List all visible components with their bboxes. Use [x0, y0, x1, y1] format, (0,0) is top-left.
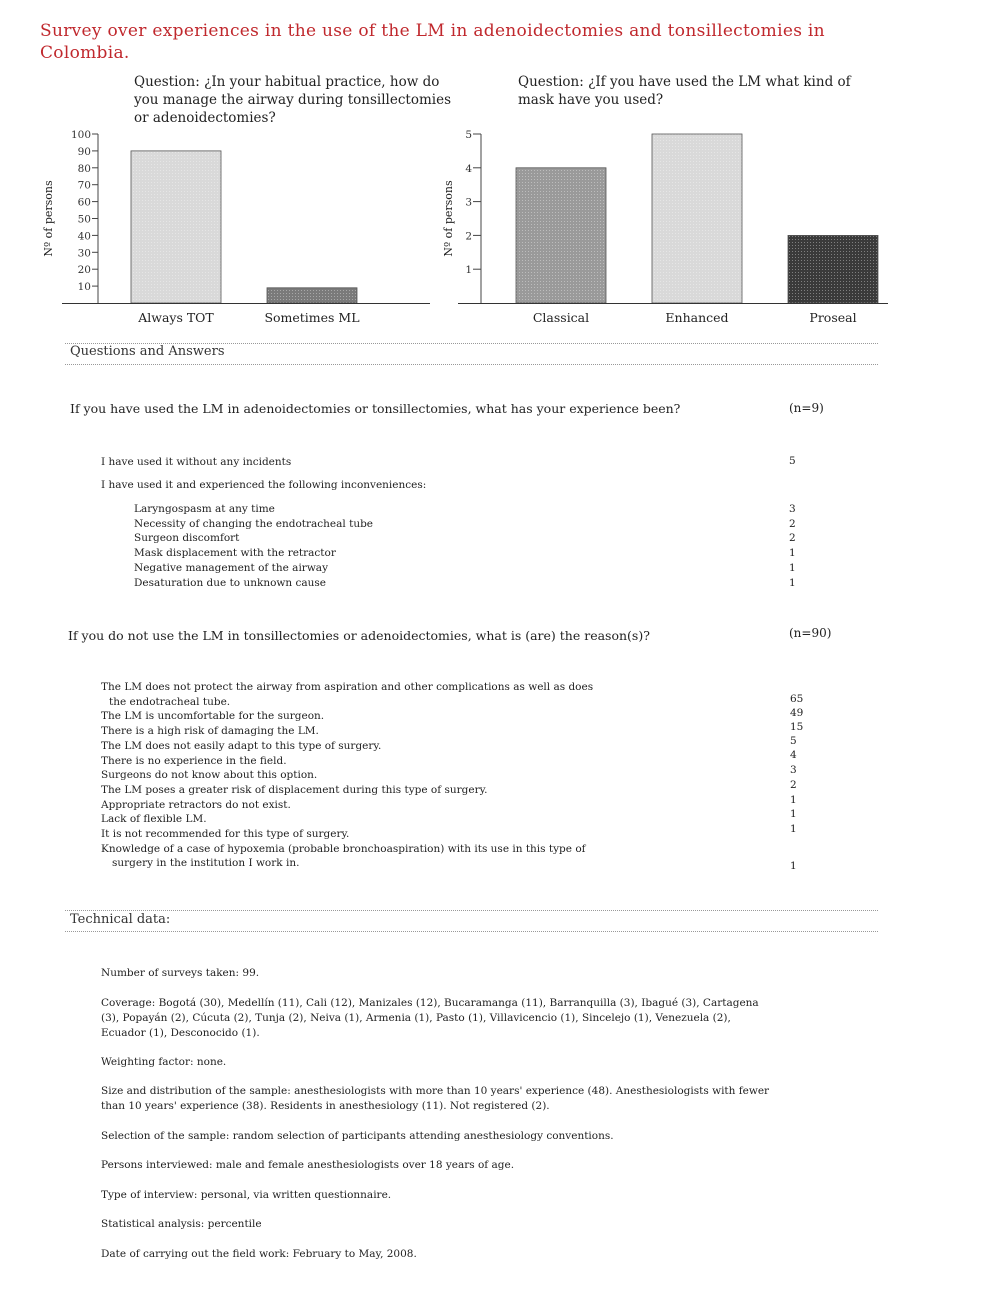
x-tick-label: Enhanced — [665, 310, 729, 325]
y-tick-label: 80 — [77, 162, 91, 175]
y-tick-label: 60 — [77, 196, 91, 209]
y-tick-label: 100 — [70, 129, 91, 141]
chart2-question: Question: ¿If you have used the LM what kind of mask have you used? — [518, 74, 851, 108]
list-item: The LM does not protect the airway from aspiration and other complications as well as does — [101, 681, 594, 693]
y-axis-label: Nº of persons — [42, 180, 55, 257]
divider — [65, 910, 878, 911]
list-value: 1 — [789, 547, 796, 560]
q2-question: If you do not use the LM in tonsillectomies or adenoidectomies, what is (are) the reason(s)? — [68, 628, 650, 643]
list-item: Lack of flexible LM. — [101, 813, 207, 826]
list-value: 4 — [790, 749, 797, 762]
y-tick-label: 5 — [465, 129, 472, 141]
chart2-mask-type — [438, 125, 890, 335]
page-title: Survey over experiences in the use of the LM in adenoidectomies and tonsillectomies in Colombia. — [40, 21, 825, 63]
list-value: 3 — [790, 764, 797, 777]
bar — [652, 134, 742, 303]
divider — [65, 364, 878, 365]
q1-question: If you have used the LM in adenoidectomies or tonsillectomies, what has your experience been? — [70, 401, 681, 416]
list-item: There is a high risk of damaging the LM. — [101, 725, 319, 738]
list-item: Laryngospasm at any time — [134, 503, 275, 515]
q1-sub-list — [134, 502, 373, 590]
list-item-continued: the endotracheal tube. — [109, 695, 231, 708]
x-tick-label: Sometimes ML — [264, 310, 360, 325]
y-tick-label: 70 — [77, 179, 91, 192]
list-value: 2 — [790, 778, 797, 791]
q1-sub-values — [789, 502, 796, 590]
y-tick-label: 30 — [77, 247, 91, 260]
y-tick-label: 3 — [465, 196, 472, 209]
list-value: 1 — [790, 808, 797, 821]
divider — [65, 931, 878, 932]
y-tick-label: 90 — [77, 145, 91, 158]
chart1-question: Question: ¿In your habitual practice, how do you manage the airway during tonsillectomies or adenoidectomies? — [134, 74, 451, 126]
tech-item: Weighting factor: none. — [101, 1056, 227, 1068]
tech-item: Date of carrying out the field work: February to May, 2008. — [101, 1248, 417, 1260]
bar — [267, 288, 357, 303]
list-value: 1 — [790, 822, 797, 835]
list-item: The LM poses a greater risk of displacement during this type of surgery. — [101, 783, 488, 796]
list-value: 3 — [789, 503, 796, 515]
list-value: 65 — [790, 693, 804, 705]
q1-top-label: I have used it and experienced the following inconveniences: — [101, 479, 427, 491]
y-axis-label: Nº of persons — [442, 180, 455, 257]
y-tick-label: 2 — [465, 230, 472, 243]
x-tick-label: Classical — [532, 310, 590, 325]
list-item: Negative management of the airway — [134, 561, 329, 574]
y-tick-label: 50 — [77, 213, 91, 226]
q1-top-label: I have used it without any incidents — [101, 456, 292, 468]
list-item: Necessity of changing the endotracheal tube — [134, 517, 374, 530]
y-tick-label: 1 — [465, 264, 472, 277]
bar — [788, 235, 878, 303]
list-value: 1 — [790, 860, 797, 872]
list-item-continued: surgery in the institution I work in. — [112, 857, 300, 870]
list-item: There is no experience in the field. — [101, 754, 287, 767]
chart1-airway-management — [40, 125, 440, 335]
bar — [131, 151, 221, 303]
list-item: Mask displacement with the retractor — [134, 547, 336, 560]
list-item: Desaturation due to unknown cause — [134, 576, 327, 589]
tech-item: Persons interviewed: male and female anesthesiologists over 18 years of age. — [101, 1159, 515, 1171]
list-value: 1 — [789, 576, 796, 589]
tech-item: Size and distribution of the sample: anesthesiologists with more than 10 years' experience (48). Anesthesiologists with fewer than 10 years' experience (38). Residents in anesthesiology (11). Not registered (2). — [101, 1085, 770, 1112]
bar — [516, 168, 606, 303]
list-value: 2 — [789, 517, 796, 530]
list-item: Knowledge of a case of hypoxemia (probable bronchoaspiration) with its use in this type of — [101, 842, 586, 855]
y-tick-label: 4 — [465, 162, 472, 175]
list-value: 1 — [790, 793, 797, 806]
q2-n: (n=90) — [789, 626, 832, 640]
qa-section-title: Questions and Answers — [70, 344, 225, 359]
list-item: Appropriate retractors do not exist. — [101, 798, 291, 811]
tech-item: Selection of the sample: random selection of participants attending anesthesiology conventions. — [101, 1130, 614, 1142]
x-tick-label: Always TOT — [138, 310, 214, 325]
list-value: 1 — [789, 561, 796, 574]
y-tick-label: 40 — [77, 230, 91, 243]
y-tick-label: 10 — [77, 281, 91, 294]
y-tick-label: 20 — [77, 264, 91, 277]
tech-item: Statistical analysis: percentile — [101, 1218, 262, 1230]
q2-values — [790, 692, 803, 837]
list-item: The LM is uncomfortable for the surgeon. — [101, 710, 325, 723]
technical-section-title: Technical data: — [70, 912, 171, 927]
list-item: It is not recommended for this type of surgery. — [101, 828, 350, 841]
list-item: The LM does not easily adapt to this type of surgery. — [101, 739, 382, 752]
list-item: Surgeons do not know about this option. — [101, 769, 318, 782]
q2-reasons-list — [101, 680, 593, 871]
q1-top-value: 5 — [789, 455, 796, 467]
tech-item: Type of interview: personal, via written questionnaire. — [101, 1189, 392, 1201]
tech-item: Number of surveys taken: 99. — [101, 967, 260, 979]
list-value: 2 — [789, 532, 796, 545]
list-value: 49 — [790, 706, 804, 719]
list-value: 5 — [790, 734, 797, 747]
list-value: 15 — [790, 720, 804, 733]
tech-item: Coverage: Bogotá (30), Medellín (11), Cali (12), Manizales (12), Bucaramanga (11), Barranquilla (3), Ibagué (3), Cartagena (3), Popayán (2), Cúcuta (2), Tunja (2), Neiva (1), Armenia (1), Pasto (1), Villavicencio (1), Sincelejo (1), Venezuela (2), Ecuador (1), Desconocido (1). — [101, 997, 759, 1039]
list-item: Surgeon discomfort — [134, 532, 240, 545]
q1-n: (n=9) — [789, 401, 824, 415]
x-tick-label: Proseal — [809, 310, 857, 325]
